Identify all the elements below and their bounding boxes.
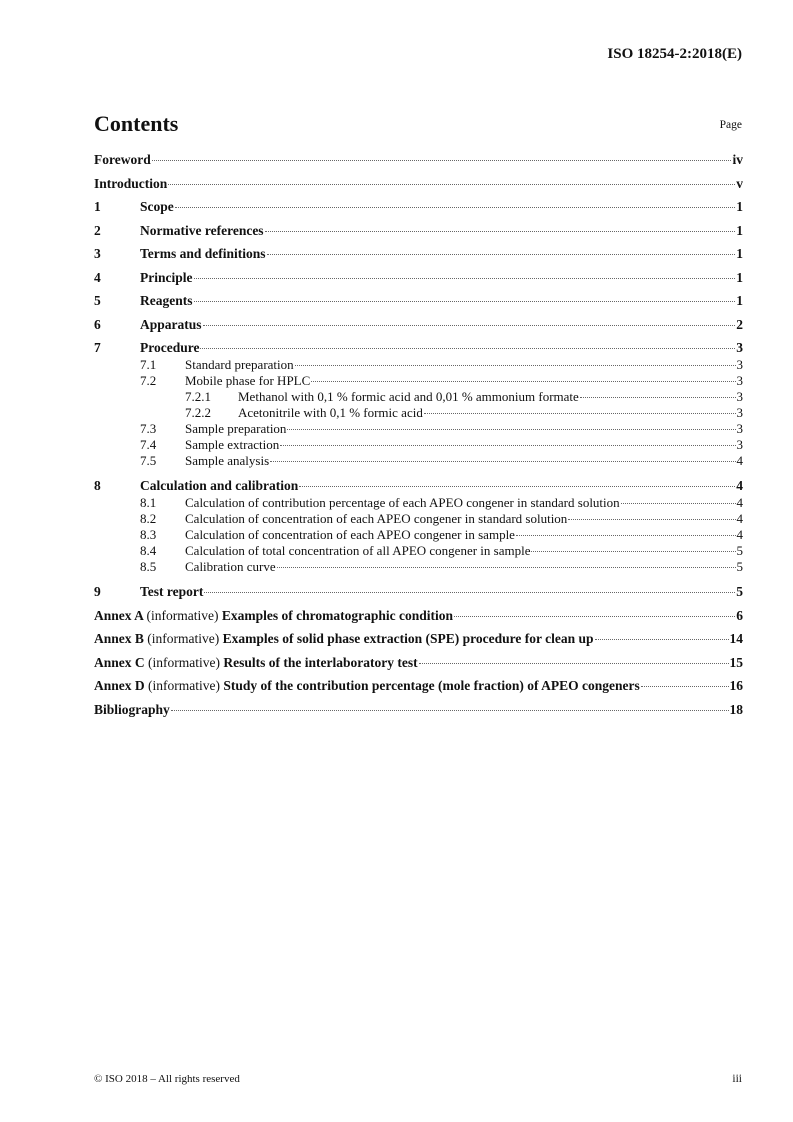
toc-entry[interactable] — [94, 421, 743, 437]
toc-entry[interactable] — [94, 631, 743, 647]
dot-leader — [424, 413, 736, 414]
toc-entry-page: 4 — [736, 495, 743, 510]
toc-entry-label — [140, 317, 202, 333]
toc-entry-page: 1 — [736, 269, 743, 285]
dot-leader — [267, 254, 736, 255]
dot-leader — [641, 686, 729, 687]
dot-leader — [568, 519, 735, 520]
toc-entry-page: 3 — [736, 357, 743, 372]
toc-entry-page: 3 — [736, 389, 743, 404]
toc-entry-label — [185, 559, 276, 575]
page-number: iii — [732, 1073, 742, 1085]
toc-entry-number: 8.3 — [140, 527, 157, 542]
toc-entry-label — [185, 357, 294, 373]
toc-entry[interactable] — [94, 246, 743, 262]
annex-prefix: Annex A — [94, 607, 144, 623]
document-id: ISO 18254-2:2018(E) — [607, 46, 742, 62]
toc-entry[interactable] — [94, 559, 743, 575]
toc-entry-page: 3 — [736, 437, 743, 452]
dot-leader — [295, 365, 736, 366]
toc-entry-title: Bibliography — [94, 701, 170, 717]
toc-entry-label — [140, 246, 266, 262]
toc-entry-page: iv — [732, 152, 743, 167]
toc-entry-page: 5 — [736, 584, 743, 599]
toc-entry-label — [238, 405, 423, 421]
toc-entry-title: Reagents — [140, 293, 193, 308]
toc-entry-title: Scope — [140, 199, 174, 214]
dot-leader — [454, 616, 735, 617]
toc-entry-title: Sample preparation — [185, 421, 287, 436]
toc-entry-label — [94, 655, 418, 671]
toc-entry-label — [185, 511, 567, 527]
toc-entry-label — [140, 478, 298, 494]
toc-entry-number: 8 — [94, 478, 101, 493]
dot-leader — [516, 535, 736, 536]
dot-leader — [171, 710, 729, 711]
toc-entry[interactable] — [94, 340, 743, 356]
toc-entry-page: 3 — [736, 340, 743, 355]
toc-entry-title: Calculation of total concentration of all APEO congener in sample — [185, 543, 531, 558]
toc-entry-page: 14 — [729, 631, 743, 646]
toc-entry-page: 15 — [729, 654, 743, 670]
toc-entry-title: Test report — [140, 584, 204, 599]
toc-entry-label — [94, 678, 640, 694]
annex-note: (informative) — [148, 654, 220, 670]
toc-entry-label — [185, 437, 279, 453]
toc-entry-number: 7.1 — [140, 357, 157, 372]
annex-note: (informative) — [147, 631, 220, 646]
toc-entry-label — [238, 389, 579, 405]
dot-leader — [270, 461, 735, 462]
toc-entry[interactable] — [94, 176, 743, 192]
toc-entry-title: Foreword — [94, 152, 151, 167]
toc-entry-number: 5 — [94, 293, 101, 308]
toc-entry-title: Results of the interlaboratory test — [223, 654, 418, 670]
page-title: Contents — [94, 111, 179, 136]
dot-leader — [280, 445, 735, 446]
toc-entry-number: 8.4 — [140, 543, 157, 558]
toc-entry-title: Calculation of concentration of each APEO congener in standard solution — [185, 511, 568, 526]
dot-leader — [311, 381, 735, 382]
toc-entry-page: 1 — [736, 293, 743, 308]
toc-entry-number: 8.5 — [140, 559, 157, 574]
toc-entry[interactable] — [94, 511, 743, 527]
toc-entry[interactable] — [94, 373, 743, 389]
toc-entry-page: 1 — [736, 222, 743, 238]
toc-entry-label — [140, 340, 199, 356]
toc-entry-page: 3 — [736, 405, 743, 420]
toc-entry-title: Calculation and calibration — [140, 478, 299, 493]
toc-entry-number: 7.4 — [140, 437, 157, 452]
annex-prefix: Annex B — [94, 631, 144, 646]
toc-entry-label — [94, 702, 170, 718]
toc-entry[interactable] — [94, 495, 743, 511]
toc-entry[interactable] — [94, 608, 743, 624]
toc-entry[interactable] — [94, 655, 743, 671]
toc-entry-number: 3 — [94, 246, 101, 261]
dot-leader — [419, 663, 729, 664]
toc-entry-title: Introduction — [94, 175, 168, 191]
toc-entry-number: 4 — [94, 269, 101, 285]
toc-entry-page: 2 — [736, 316, 743, 332]
toc-entry-page: 5 — [736, 543, 743, 558]
toc-entry[interactable] — [94, 678, 743, 694]
dot-leader — [203, 325, 736, 326]
toc-entry-number: 8.2 — [140, 511, 157, 526]
dot-leader — [580, 397, 736, 398]
toc-entry-label — [94, 176, 167, 192]
toc-entry-number: 7.2 — [140, 373, 157, 388]
toc-entry-number: 2 — [94, 222, 101, 238]
toc-entry-number: 7 — [94, 340, 101, 355]
dot-leader — [277, 567, 736, 568]
toc-entry-page: 6 — [736, 607, 743, 623]
copyright-notice: © ISO 2018 – All rights reserved — [94, 1073, 240, 1085]
toc-entry[interactable] — [94, 478, 743, 494]
toc-entry-title: Study of the contribution percentage (mole fraction) of APEO congeners — [223, 678, 640, 693]
annex-prefix: Annex C — [94, 654, 145, 670]
annex-prefix: Annex D — [94, 678, 145, 693]
toc-entry[interactable] — [94, 389, 743, 405]
toc-entry[interactable] — [94, 543, 743, 559]
dot-leader — [265, 231, 736, 232]
toc-entry-page: 4 — [736, 453, 743, 468]
toc-entry-page: v — [736, 175, 743, 191]
toc-entry-label — [94, 608, 453, 624]
toc-entry-page: 1 — [736, 199, 743, 214]
toc-entry[interactable] — [94, 357, 743, 373]
toc-entry-number: 7.3 — [140, 421, 157, 436]
toc-entry[interactable] — [94, 527, 743, 543]
toc-entry-label — [94, 152, 151, 168]
toc-entry-label — [185, 373, 310, 389]
toc-entry[interactable] — [94, 223, 743, 239]
dot-leader — [152, 160, 732, 161]
toc-entry-title: Standard preparation — [185, 357, 294, 372]
toc-entry-number: 7.5 — [140, 453, 157, 468]
annex-note: (informative) — [148, 678, 220, 693]
toc-entry-title: Calculation of contribution percentage of each APEO congener in standard solution — [185, 495, 620, 510]
toc-entry-label — [185, 543, 530, 559]
toc-entry-page: 5 — [736, 559, 743, 574]
toc-entry-label — [140, 199, 174, 215]
toc-entry-page: 3 — [736, 421, 743, 436]
toc-entry[interactable] — [94, 199, 743, 215]
toc-entry-title: Acetonitrile with 0,1 % formic acid — [238, 405, 423, 420]
toc-entry[interactable] — [94, 293, 743, 309]
toc-entry[interactable] — [94, 152, 743, 168]
toc-entry-number: 7.2.2 — [185, 405, 211, 420]
toc-entry-title: Normative references — [140, 222, 264, 238]
dot-leader — [204, 592, 735, 593]
toc-entry-title: Examples of chromatographic condition — [221, 607, 454, 623]
toc-entry-label — [140, 270, 193, 286]
toc-entry-label — [140, 584, 203, 600]
dot-leader — [200, 348, 735, 349]
toc-entry-page: 16 — [729, 678, 743, 693]
toc-entry-page: 4 — [736, 511, 743, 526]
toc-entry-page: 18 — [729, 701, 743, 717]
toc-entry-page: 1 — [736, 246, 743, 261]
page-column-label: Page — [719, 119, 742, 131]
toc-entry[interactable] — [94, 437, 743, 453]
toc-entry-number: 6 — [94, 316, 101, 332]
toc-entry-title: Apparatus — [140, 316, 202, 332]
toc-entry-number: 7.2.1 — [185, 389, 211, 404]
toc-entry-title: Principle — [140, 269, 193, 285]
toc-entry-page: 4 — [736, 527, 743, 542]
table-of-contents — [94, 152, 743, 718]
toc-entry[interactable] — [94, 270, 743, 286]
toc-entry-page: 3 — [736, 373, 743, 388]
toc-entry[interactable] — [94, 702, 743, 718]
dot-leader — [194, 301, 736, 302]
toc-entry-title: Terms and definitions — [140, 246, 266, 261]
toc-entry-title: Examples of solid phase extraction (SPE) procedure for clean up — [222, 631, 594, 646]
toc-entry-title: Sample analysis — [185, 453, 270, 468]
toc-entry-title: Procedure — [140, 340, 200, 355]
dot-leader — [287, 429, 735, 430]
dot-leader — [299, 486, 735, 487]
toc-entry-number: 9 — [94, 584, 101, 599]
dot-leader — [194, 278, 736, 279]
toc-entry-label — [94, 631, 594, 647]
toc-entry-number: 8.1 — [140, 495, 157, 510]
toc-entry-number: 1 — [94, 199, 101, 214]
toc-entry-page: 4 — [736, 478, 743, 493]
toc-entry-label — [140, 293, 193, 309]
toc-entry-title: Mobile phase for HPLC — [185, 373, 311, 388]
dot-leader — [621, 503, 736, 504]
dot-leader — [595, 639, 729, 640]
toc-entry[interactable] — [94, 317, 743, 333]
toc-entry[interactable] — [94, 453, 743, 469]
toc-entry-label — [185, 527, 515, 543]
toc-entry-title: Calculation of concentration of each APEO congener in sample — [185, 527, 515, 542]
dot-leader — [175, 207, 736, 208]
toc-entry-title: Methanol with 0,1 % formic acid and 0,01 % ammonium formate — [238, 389, 579, 404]
toc-entry[interactable] — [94, 405, 743, 421]
toc-entry-title: Sample extraction — [185, 437, 280, 452]
dot-leader — [531, 551, 735, 552]
toc-entry-label — [185, 421, 286, 437]
toc-entry-label — [140, 223, 264, 239]
annex-note: (informative) — [146, 607, 219, 623]
toc-entry-label — [185, 495, 620, 511]
toc-entry-title: Calibration curve — [185, 559, 276, 574]
toc-entry-label — [185, 453, 269, 469]
dot-leader — [168, 184, 735, 185]
toc-entry[interactable] — [94, 584, 743, 600]
